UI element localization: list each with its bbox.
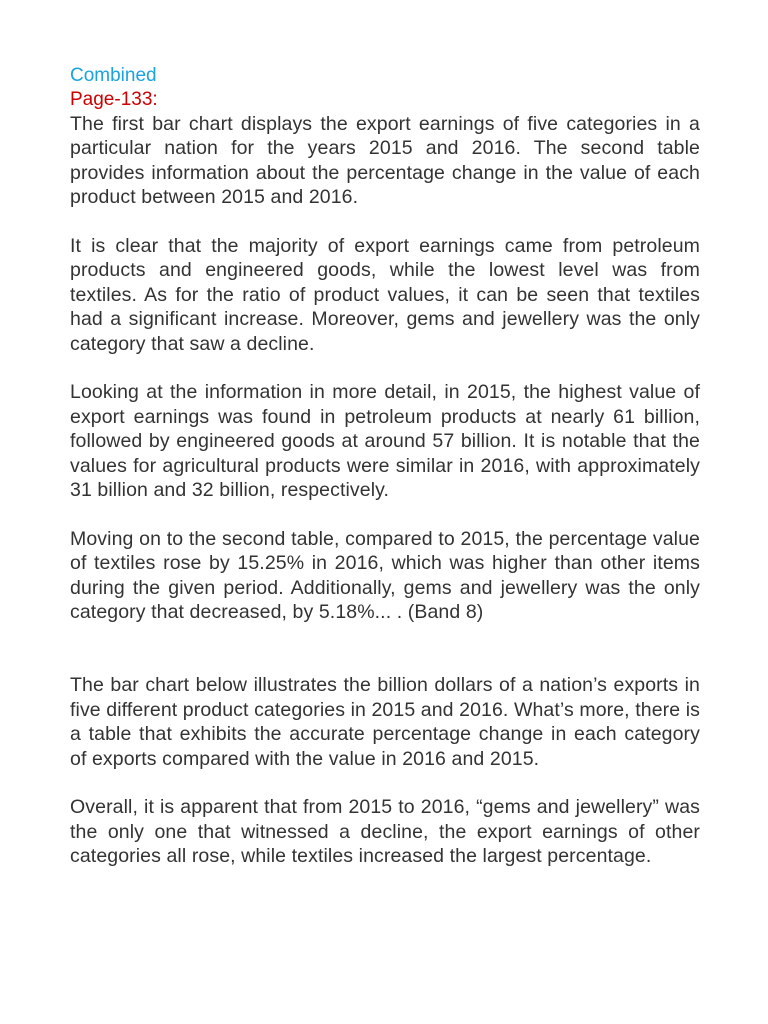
paragraph-second-overview: Overall, it is apparent that from 2015 to 2016, “gems and jewellery” was the only one that witnessed a decline, the export earnings of other categories all rose, while textiles increased the largest percentage. <box>70 796 700 868</box>
paragraph-second-table: Moving on to the second table, compared to 2015, the percentage value of textiles rose by 15.25% in 2016, which was higher than other items during the given period. Additionally, gems and jewellery was the only category that decreased, by 5.18%... . (Band 8) <box>70 527 700 624</box>
paragraph-introduction: The first bar chart displays the export earnings of five categories in a particular nation for the years 2015 and 2016. The second table provides information about the percentage change in the value of each product between 2015 and 2016. <box>70 113 700 209</box>
paragraph-second-introduction: The bar chart below illustrates the billion dollars of a nation’s exports in five different product categories in 2015 and 2016. What’s more, there is a table that exhibits the accurate percentage change in each category of exports compared with the value in 2016 and 2015. <box>70 674 700 770</box>
paragraph-details-2015: Looking at the information in more detail, in 2015, the highest value of export earnings was found in petroleum products at nearly 61 billion, followed by engineered goods at around 57 billion. It is notable that the values for agricultural products were similar in 2016, with approximately 31 billion and 32 billion, respectively. <box>70 381 700 502</box>
paragraph-overview: It is clear that the majority of export earnings came from petroleum products and engineered goods, while the lowest level was from textiles. As for the ratio of product values, it can be seen that textiles had a significant increase. Moreover, gems and jewellery was the only category that saw a decline. <box>70 235 700 355</box>
document-page <box>70 64 700 869</box>
section-label: Combined <box>70 65 157 86</box>
page-reference: Page-133: <box>70 89 158 110</box>
